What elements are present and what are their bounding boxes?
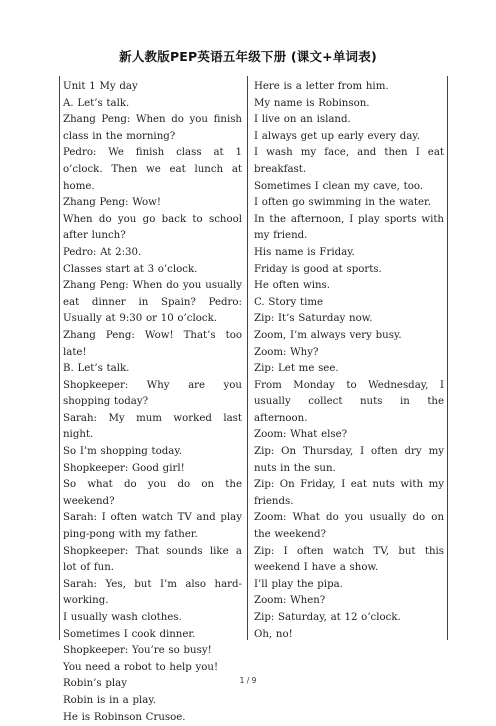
page-number: 1 / 9 (239, 676, 257, 685)
text-line: Sometimes I cook dinner. (63, 628, 196, 640)
text-line: I often go swimming in the water. (254, 197, 431, 209)
text-line: Friday is good at sports. (254, 263, 382, 275)
text-line: Zip: Saturday, at 12 o’clock. (254, 612, 401, 623)
text-line: Zoom: Why? (254, 346, 319, 358)
text-line: Zip: I often watch TV, but this weekend I have a show. (254, 545, 444, 574)
text-line: Sarah: Yes, but I’m also hard-working. (63, 578, 242, 607)
text-line: B. Let’s talk. (63, 363, 130, 375)
text-line: So I’m shopping today. (63, 446, 183, 458)
text-line: In the afternoon, I play sports with my friend. (254, 213, 444, 242)
text-line: C. Story time (254, 296, 324, 308)
text-line: I usually wash clothes. (63, 612, 182, 623)
text-line: Shopkeeper: Good girl! (63, 462, 185, 474)
text-line: I wash my face, and then I eat breakfast. (254, 147, 444, 175)
text-line: Zoom: When? (254, 595, 326, 607)
text-line: Zhang Peng: When do you usually eat dinner in Spain? Pedro: Usually at 9:30 or 10 o’clock. (63, 280, 242, 325)
text-line: He is Robinson Crusoe. (63, 711, 186, 723)
text-line: Pedro: At 2:30. (63, 246, 142, 258)
text-line: He often wins. (254, 280, 330, 292)
text-line: You need a robot to help you! (63, 661, 219, 673)
text-line: I always get up early every day. (254, 130, 420, 142)
right-column (248, 76, 447, 640)
text-line: Zip: On Thursday, I often dry my nuts in the sun. (254, 446, 444, 474)
text-line: Unit 1 My day (63, 81, 138, 92)
text-line: I’ll play the pipa. (254, 578, 343, 590)
text-line: Shopkeeper: That sounds like a lot of fun. (63, 545, 242, 574)
text-line: Zip: Let me see. (254, 363, 339, 375)
text-line: Sarah: I often watch TV and play ping-pong with my father. (63, 512, 242, 541)
text-line: Zip: On Friday, I eat nuts with my friends. (254, 479, 444, 507)
text-line: From Monday to Wednesday, I usually collect nuts in the afternoon. (254, 379, 444, 424)
text-line: Here is a letter from him. (254, 81, 389, 92)
text-line: Oh, no! (254, 628, 293, 640)
text-line: Zip: It’s Saturday now. (254, 313, 373, 325)
text-line: Pedro: We finish class at 1 o’clock. Then we eat lunch at home. (63, 147, 242, 192)
text-line: Sometimes I clean my cave, too. (254, 180, 424, 192)
text-line: Shopkeeper: You’re so busy! (63, 645, 212, 657)
text-line: Zhang Peng: When do you finish class in the morning? (63, 114, 242, 142)
text-line: His name is Friday. (254, 246, 355, 258)
text-line: Robin is in a play. (63, 694, 156, 706)
text-line: I live on an island. (254, 114, 351, 126)
text-line: Zoom: What else? (254, 429, 348, 441)
text-line: So what do you do on the weekend? (63, 479, 242, 507)
text-line: Zhang Peng: Wow! That’s too late! (63, 329, 242, 358)
page-title: 新人教版PEP英语五年级下册 (课文+单词表) (119, 49, 377, 64)
text-line: Zoom: What do you usually do on the weekend? (254, 512, 444, 541)
text-line: My name is Robinson. (254, 97, 370, 109)
text-line: When do you go back to school after lunch? (63, 213, 242, 242)
text-line: Sarah: My mum worked last night. (63, 412, 242, 441)
text-line: A. Let’s talk. (63, 97, 130, 109)
text-line: Zoom, I’m always very busy. (254, 329, 402, 341)
text-line: Classes start at 3 o’clock. (63, 263, 198, 275)
text-line: Zhang Peng: Wow! (63, 197, 161, 209)
text-line: Robin’s play (63, 678, 127, 690)
text-line: Shopkeeper: Why are you shopping today? (63, 379, 242, 408)
